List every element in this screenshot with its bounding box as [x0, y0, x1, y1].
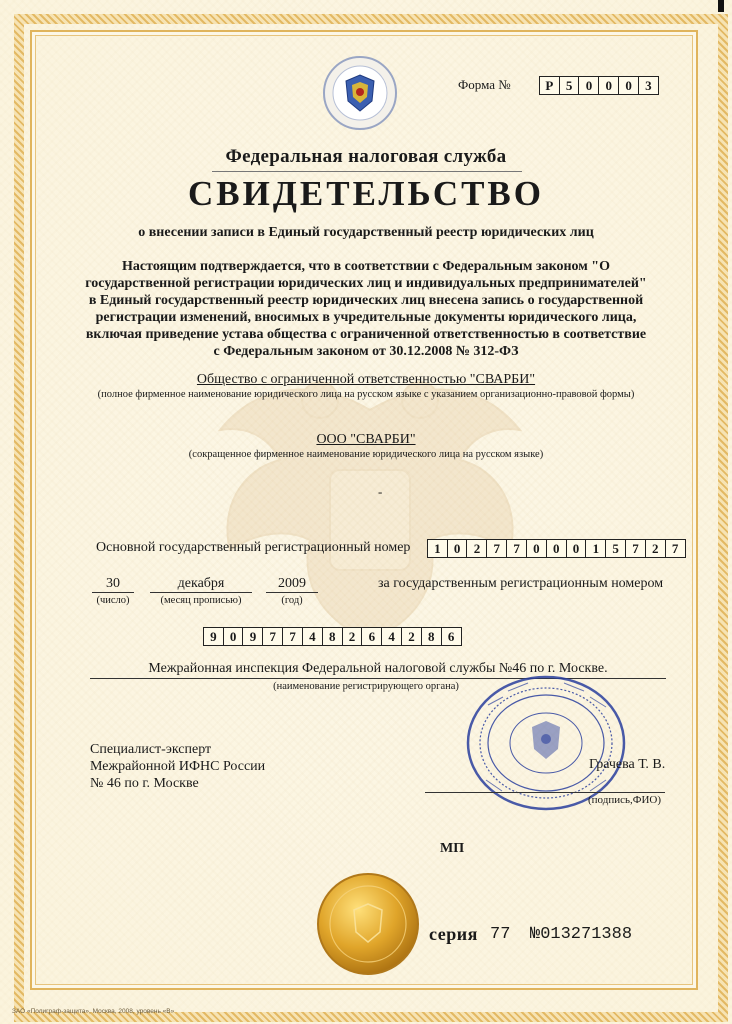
series-number: 77 [490, 925, 511, 944]
grn-digit: 9 [242, 627, 263, 646]
ogrn-digit: 7 [665, 539, 686, 558]
grn-digit: 4 [381, 627, 402, 646]
form-code-cell: 0 [598, 76, 619, 95]
form-code-cell: 0 [618, 76, 639, 95]
signer-position-line: Специалист-эксперт [90, 742, 212, 757]
signer-position-line: Межрайонной ИФНС России [90, 759, 266, 774]
ogrn-digit: 0 [546, 539, 567, 558]
ogrn-digit: 1 [585, 539, 606, 558]
date-year-note: (год) [281, 595, 303, 606]
registration-label: за государственным регистрационным номером [378, 576, 664, 591]
company-short-name [0, 432, 732, 448]
registering-authority-note: (наименование регистрирующего органа) [273, 681, 459, 692]
certification-line: Настоящим подтверждается, что в соответствии с Федеральным законом "О [122, 259, 610, 274]
grn-digit: 4 [302, 627, 323, 646]
company-short-name-note: (сокращенное фирменное наименование юридического лица на русском языке) [188, 449, 544, 460]
grn-digit: 8 [322, 627, 343, 646]
ogrn-digit: 0 [526, 539, 547, 558]
registering-authority: Межрайонная инспекция Федеральной налоговой службы №46 по г. Москве. [90, 661, 666, 679]
signer-name: Грачева Т. В. [589, 757, 666, 772]
form-code-cell: 5 [559, 76, 580, 95]
grn-digit: 6 [361, 627, 382, 646]
date-day: 30 [92, 576, 134, 593]
ogrn-digit: 0 [566, 539, 587, 558]
document-title: СВИДЕТЕЛЬСТВО [187, 174, 545, 213]
company-full-name-text: Общество с ограниченной ответственностью "СВАРБИ" [196, 372, 536, 387]
printer-imprint: ЗАО «Полиграф-защита», Москва, 2008, уровень «В» [12, 1008, 175, 1015]
ogrn-digit: 7 [486, 539, 507, 558]
form-code-cell: Р [539, 76, 560, 95]
form-label: Форма № [458, 77, 511, 92]
fns-emblem-icon [322, 55, 398, 131]
grn-number [204, 627, 462, 646]
grn-digit: 7 [262, 627, 283, 646]
grn-digit: 7 [282, 627, 303, 646]
ogrn-number [428, 539, 686, 558]
certification-line: с Федеральным законом от 30.12.2008 № 312-ФЗ [213, 344, 519, 359]
grn-digit: 2 [342, 627, 363, 646]
eagle-watermark-icon [200, 340, 540, 660]
certification-text [60, 258, 672, 360]
signature-note: (подпись,ФИО) [588, 794, 661, 806]
serial-number: №013271388 [530, 925, 633, 944]
ogrn-digit: 2 [466, 539, 487, 558]
ogrn-digit: 2 [645, 539, 666, 558]
agency-name: Федеральная налоговая служба [225, 146, 507, 167]
company-full-name-note: (полное фирменное наименование юридического лица на русском языке с указанием организационно-правовой формы) [97, 389, 635, 400]
signature-line [425, 792, 665, 793]
company-full-name [0, 372, 732, 388]
signer-position-line: № 46 по г. Москве [90, 776, 199, 791]
document-subtitle: о внесении записи в Единый государственный реестр юридических лиц [138, 225, 594, 240]
form-code-cell: 0 [578, 76, 599, 95]
certification-line: государственной регистрации юридических лиц и индивидуальных предпринимателей" [85, 276, 647, 291]
grn-digit: 6 [441, 627, 462, 646]
empty-field-dash: - [378, 484, 383, 499]
gold-seal-icon [316, 872, 420, 976]
certification-line: регистрации изменений, вносимых в учредительные документы юридического лица, [95, 310, 637, 325]
date-month: декабря [150, 576, 252, 593]
date-day-note: (число) [96, 595, 130, 606]
ogrn-label: Основной государственный регистрационный номер [96, 540, 411, 555]
seal-place-label: МП [440, 841, 465, 856]
ogrn-digit: 7 [625, 539, 646, 558]
signer-position [90, 741, 265, 792]
date-month-note: (месяц прописью) [160, 595, 242, 606]
certification-line: в Единый государственный реестр юридических лиц внесена запись о государственной [88, 293, 644, 308]
form-code-cell: 3 [638, 76, 659, 95]
ogrn-digit: 1 [427, 539, 448, 558]
ogrn-digit: 0 [447, 539, 468, 558]
company-short-name-text: ООО "СВАРБИ" [316, 432, 416, 447]
grn-digit: 9 [203, 627, 224, 646]
date-year: 2009 [266, 576, 318, 593]
scan-corner-mark [718, 0, 724, 12]
grn-digit: 8 [421, 627, 442, 646]
grn-digit: 0 [223, 627, 244, 646]
certification-line: включая приведение устава общества с ограниченной ответственностью в соответствие [85, 327, 647, 342]
grn-digit: 2 [401, 627, 422, 646]
form-code [540, 76, 659, 95]
ogrn-digit: 5 [605, 539, 626, 558]
ogrn-digit: 7 [506, 539, 527, 558]
series-label: серия [429, 924, 478, 944]
agency-underline [212, 171, 522, 172]
